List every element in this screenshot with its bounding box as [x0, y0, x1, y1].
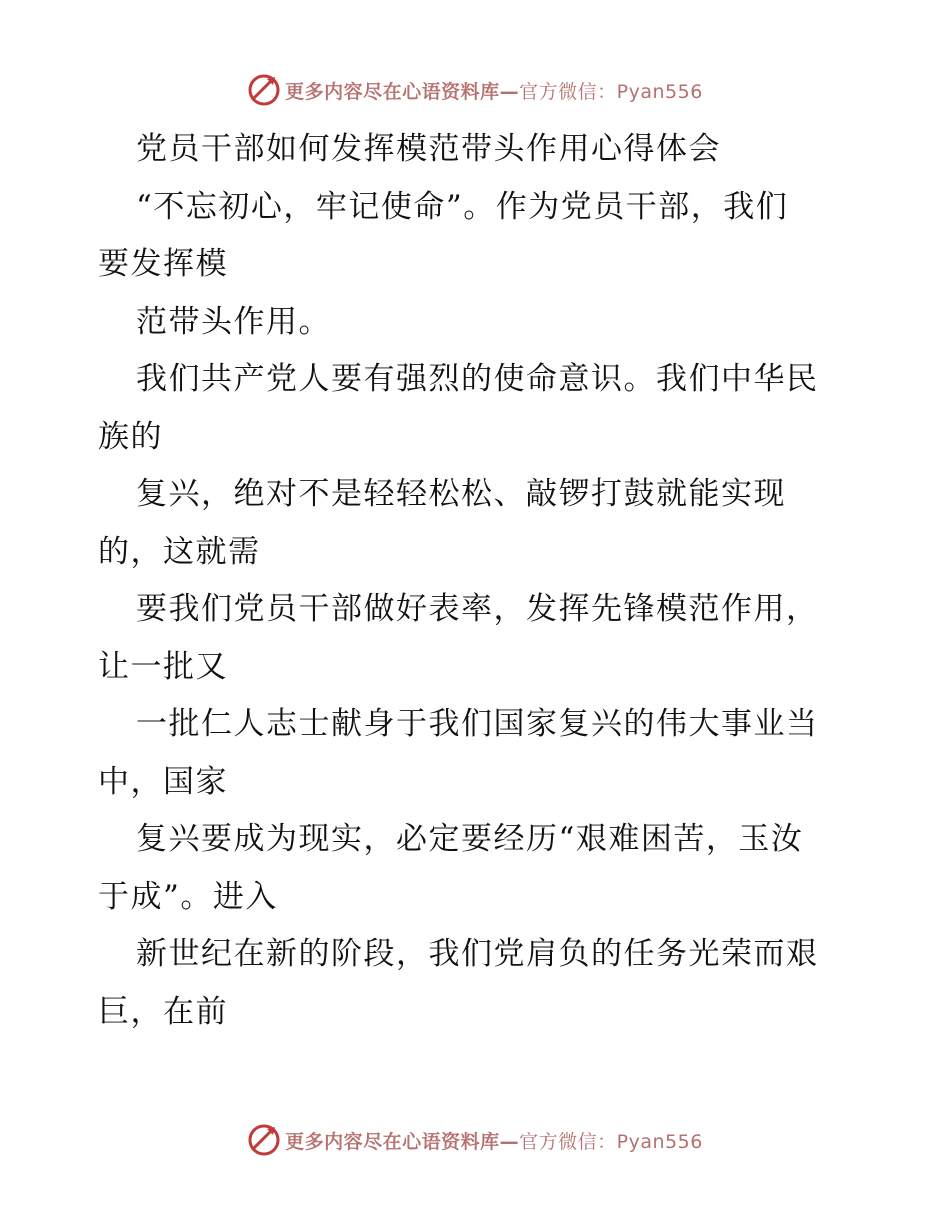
footer-banner-text — [285, 1127, 703, 1154]
text-line: 要我们党员干部做好表率，发挥先锋模范作用， — [136, 591, 819, 627]
document-title: 党员干部如何发挥模范带头作用心得体会 — [136, 131, 721, 167]
banner-wechat-id: 官方微信：Pyan556 — [519, 1130, 703, 1153]
footer-banner — [0, 1123, 950, 1157]
text-line: 一批仁人志士献身于我们国家复兴的伟大事业当 — [136, 706, 819, 742]
text-line: 我们共产党人要有强烈的使命意识。我们中华民 — [136, 361, 819, 397]
site-logo-icon — [247, 73, 281, 107]
text-line: “不忘初心，牢记使命”。作为党员干部，我们 — [136, 188, 789, 225]
header-banner — [0, 73, 950, 107]
banner-wechat-id: 官方微信：Pyan556 — [519, 80, 703, 103]
header-banner-text — [285, 77, 703, 104]
banner-site-name: 更多内容尽在心语资料库— — [285, 80, 520, 103]
text-line: 复兴要成为现实，必定要经历“艰难困苦，玉汝 — [136, 821, 804, 857]
text-line: 于成”。进入 — [98, 878, 278, 915]
site-logo-icon — [247, 1123, 281, 1157]
text-line: 要发挥模 — [98, 246, 228, 282]
text-line: 新世纪在新的阶段，我们党肩负的任务光荣而艰 — [136, 936, 819, 972]
text-line: 族的 — [98, 418, 163, 455]
text-line: 让一批又 — [98, 648, 228, 685]
document-body — [98, 121, 858, 1041]
text-line: 中，国家 — [98, 763, 228, 800]
text-line: 巨，在前 — [98, 993, 228, 1030]
banner-site-name: 更多内容尽在心语资料库— — [285, 1130, 520, 1153]
text-line: 的，这就需 — [98, 533, 261, 570]
text-line: 范带头作用。 — [136, 303, 331, 340]
text-line: 复兴，绝对不是轻轻松松、敲锣打鼓就能实现 — [136, 476, 786, 512]
